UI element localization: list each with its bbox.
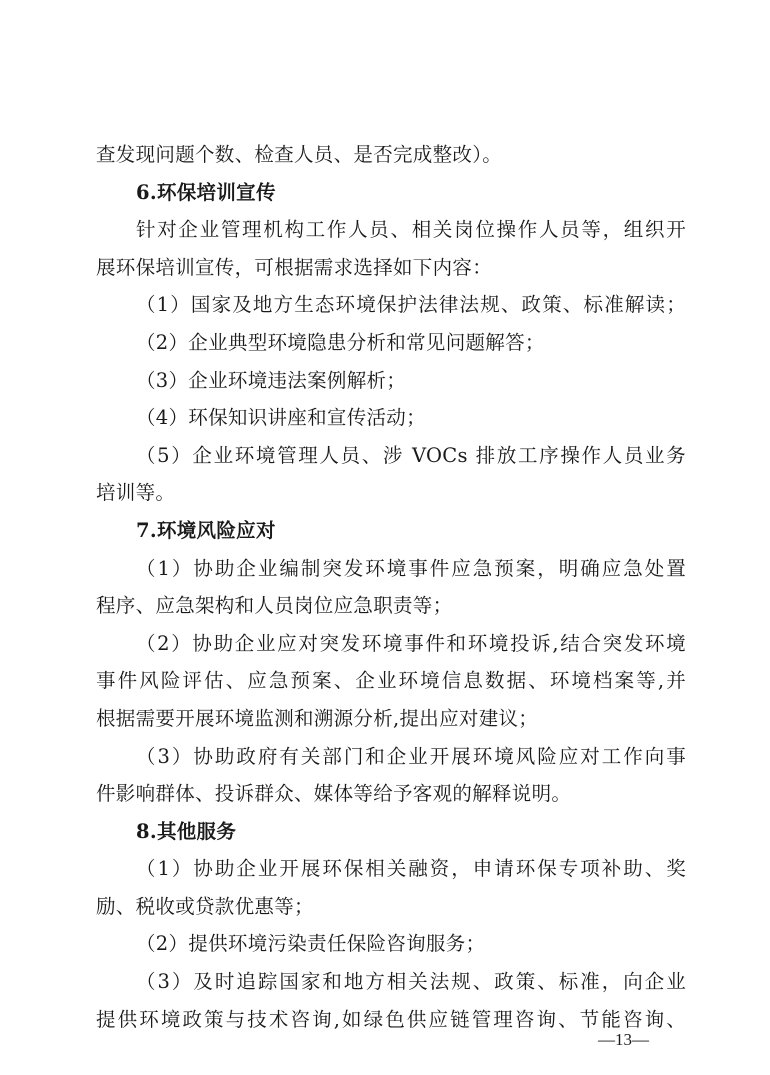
list-item: （3）及时追踪国家和地方相关法规、政策、标准，向企业 xyxy=(136,970,686,994)
list-item: （3）企业环境违法案例解析； xyxy=(136,368,407,392)
document-body xyxy=(96,136,686,1038)
list-item: （1）国家及地方生态环境保护法律法规、政策、标准解读； xyxy=(136,293,686,317)
list-item: （3）协助政府有关部门和企业开展环境风险应对工作向事 xyxy=(136,744,686,768)
paragraph-line: 展环保培训宣传，可根据需求选择如下内容： xyxy=(96,255,493,279)
section-heading: 8.其他服务 xyxy=(136,819,237,843)
list-item: （2）提供环境污染责任保险咨询服务； xyxy=(136,932,486,956)
paragraph-line: 培训等。 xyxy=(96,481,176,505)
list-item: （2）企业典型环境隐患分析和常见问题解答； xyxy=(136,330,545,354)
section-heading: 6.环保培训宣传 xyxy=(136,180,276,204)
paragraph-line: 根据需要开展环境监测和溯源分析,提出应对建议； xyxy=(96,706,539,730)
list-item: （1）协助企业开展环保相关融资，申请环保专项补助、奖 xyxy=(136,857,686,881)
paragraph-line: 事件风险评估、应急预案、企业环境信息数据、环境档案等,并 xyxy=(96,669,686,693)
paragraph-line: 针对企业管理机构工作人员、相关岗位操作人员等，组织开 xyxy=(136,218,686,242)
list-item: （1）协助企业编制突发环境事件应急预案，明确应急处置 xyxy=(136,556,686,580)
section-heading: 7.环境风险应对 xyxy=(136,518,276,542)
paragraph-line: 查发现问题个数、检查人员、是否完成整改）。 xyxy=(96,143,503,166)
list-item: （2）协助企业应对突发环境事件和环境投诉,结合突发环境 xyxy=(136,631,686,655)
page-number: —13— xyxy=(598,1030,649,1049)
paragraph-line: 励、税收或贷款优惠等； xyxy=(96,894,314,918)
list-item: （5）企业环境管理人员、涉 VOCs 排放工序操作人员业务 xyxy=(136,443,686,467)
paragraph-line: 提供环境政策与技术咨询,如绿色供应链管理咨询、节能咨询、 xyxy=(96,1007,686,1031)
paragraph-line: 件影响群体、投诉群众、媒体等给予客观的解释说明。 xyxy=(96,782,572,806)
list-item: （4）环保知识讲座和宣传活动； xyxy=(136,406,426,430)
paragraph-line: 程序、应急架构和人员岗位应急职责等； xyxy=(96,594,453,618)
